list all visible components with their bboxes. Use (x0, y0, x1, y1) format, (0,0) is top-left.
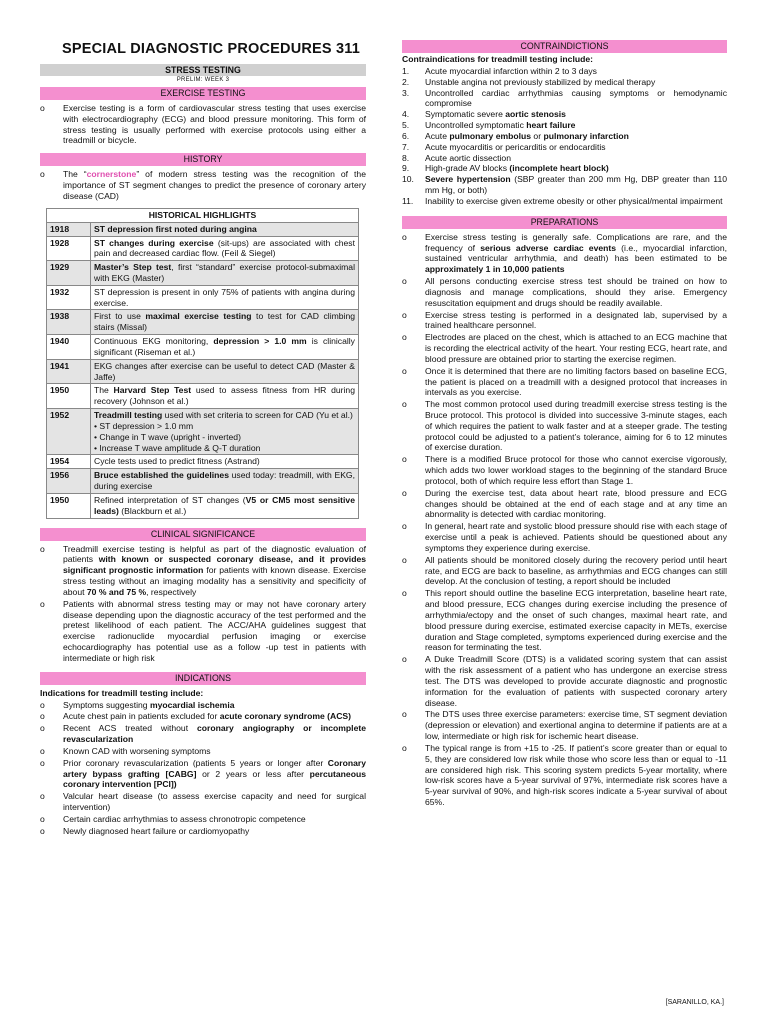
table-row (47, 310, 359, 335)
historical-highlights-table (46, 208, 359, 519)
item-text: Acute myocarditis or pericarditis or endocarditis (425, 141, 606, 152)
item-number: 8. (402, 152, 410, 163)
event-cell: ST changes during exercise (sit-ups) are associated with chest pain and decreased cardiac flow. (Feil & Siegel) (91, 236, 359, 261)
list-item: o All patients should be monitored closely during the recovery period until heart rate, and ECG are back to baseline, as arrhythmias and ECG changes can still develop. At the conclusion of testing, a report should be included (402, 555, 727, 587)
event-cell: ST depression first noted during angina (91, 222, 359, 236)
list-item: o Certain cardiac arrhythmias to assess chronotropic competence (40, 814, 366, 825)
list-item (402, 88, 727, 110)
table-row (47, 469, 359, 494)
indications-header: INDICATIONS (40, 672, 366, 685)
indications-label: Indications for treadmill testing include: (40, 687, 204, 698)
list-item: o During the exercise test, data about heart rate, blood pressure and ECG changes should be obtained at the end of each stage and at any time an abnormality is detected with cardiac monitoring. (402, 488, 727, 520)
list-item: o The typical range is from +15 to -25. If patient’s score greater than or equal to 5, they are considered low risk while those who score less than or equal to -11 are considered high risk. This scoring system predicts 5-year mortality, where low-risk scores have a 5-year survival of 97%, intermediate risk scores have a 5-year survival of 90%, and high-risk scores indicate a 5-year survival of about 65%. (402, 743, 727, 808)
list-item (402, 142, 727, 153)
left-column (40, 0, 366, 838)
list-item: o Electrodes are placed on the chest, which is attached to an ECG machine that is recording the electrical activity of the heart. Your resting ECG, heart rate, and blood pressure are obtained prior to starting the exercise regimen. (402, 332, 727, 364)
list-item: o The DTS uses three exercise parameters: exercise time, ST segment deviation (depression or elevation) and exertional angina to determine if patients are at a low, intermediate or high risk for ischemic heart disease. (402, 709, 727, 741)
item-number: 2. (402, 76, 410, 87)
table-row (47, 222, 359, 236)
list-item: o In general, heart rate and systolic blood pressure should rise with each stage of exercise until a peak is achieved. Patients should be questioned about any symptoms they experience during exercise. (402, 521, 727, 553)
year-cell: 1918 (47, 222, 91, 236)
event-cell: Continuous EKG monitoring, depression > 1.0 mm is clinically significant (Riseman et al.) (91, 335, 359, 360)
table-row (47, 285, 359, 310)
exercise-testing-list (40, 103, 366, 146)
event-cell: First to use maximal exercise testing to test for CAD climbing stairs (Missal) (91, 310, 359, 335)
table-row (47, 335, 359, 360)
year-cell: 1928 (47, 236, 91, 261)
list-item: o This report should outline the baseline ECG interpretation, baseline heart rate, and blood pressure, ECG changes during exercise including the presence of arrhythmia/ectopy and the onset of such changes, maximal heart rate, and blood pressure during exercise, estimated exercise capacity in METs, exercise duration and Stage completed, symptoms experienced during exercise and the reason for terminating the test. (402, 588, 727, 653)
list-item: o Exercise stress testing is performed in a designated lab, supervised by a trained healthcare personnel. (402, 310, 727, 332)
preparations-list (402, 232, 727, 808)
event-cell: EKG changes after exercise can be useful to detect CAD (Master & Jaffe) (91, 359, 359, 384)
item-number: 4. (402, 109, 410, 120)
year-cell: 1950 (47, 384, 91, 409)
list-item: o Prior coronary revascularization (patients 5 years or longer after Coronary artery bypass grafting [CABG] or 2 years or less after percutaneous coronary intervention [PCI]) (40, 758, 366, 790)
table-row (47, 384, 359, 409)
list-item (402, 77, 727, 88)
event-cell: Bruce established the guidelines used today: treadmill, with EKG, during exercise (91, 469, 359, 494)
event-cell: Cycle tests used to predict fitness (Astrand) (91, 455, 359, 469)
item-text: Uncontrolled cardiac arrhythmias causing symptoms or hemodynamic compromise (425, 87, 727, 109)
year-cell: 1956 (47, 469, 91, 494)
list-item (402, 163, 727, 174)
event-cell: The Harvard Step Test used to assess fitness from HR during recovery (Johnson et al.) (91, 384, 359, 409)
list-item (402, 66, 727, 77)
event-cell: ST depression is present in only 75% of patients with angina during exercise. (91, 285, 359, 310)
event-cell: Treadmill testing used with set criteria to screen for CAD (Yu et al.) • ST depression > 1.0 mm • Change in T wave (upright - inverted) • Increase T wave amplitude & Q-T duration (91, 409, 359, 455)
event-cell: Refined interpretation of ST changes (V5 or CM5 most sensitive leads) (Blackburn et al.) (91, 493, 359, 518)
contraindications-label: Contraindications for treadmill testing include: (402, 54, 593, 65)
author-footer: [SARANILLO, KA.] (665, 999, 724, 1006)
year-cell: 1941 (47, 359, 91, 384)
list-item: o Exercise testing is a form of cardiovascular stress testing that uses exercise with electrocardiography (ECG) and blood pressure monitoring. This form of stress testing is usually performed with exercise protocols using either a treadmill or bicycle. (40, 103, 366, 146)
table-row (47, 493, 359, 518)
list-item (402, 153, 727, 164)
item-number: 6. (402, 130, 410, 141)
list-item: o The most common protocol used during treadmill exercise stress testing is the Bruce protocol. This protocol is divided into successive 3-minute stages, each of which requires the patient to walk faster and at a steeper grade. The testing protocol could be adjusted to a patient’s tolerance, aiming for 6 to 12 minutes of exercise duration. (402, 399, 727, 453)
table-row (47, 409, 359, 455)
year-cell: 1950 (47, 493, 91, 518)
year-cell: 1954 (47, 455, 91, 469)
item-number: 11. (402, 195, 414, 206)
list-item: o Recent ACS treated without coronary angiography or incomplete revascularization (40, 723, 366, 745)
event-cell: Master’s Step test, first “standard” exercise protocol-submaximal with EKG (Master) (91, 261, 359, 286)
table-row (47, 359, 359, 384)
item-number: 3. (402, 87, 410, 98)
right-column (402, 0, 727, 809)
item-text: Unstable angina not previously stabilized by medical therapy (425, 76, 656, 87)
year-cell: 1932 (47, 285, 91, 310)
item-text: Inability to exercise given extreme obesity or other physical/mental impairment (425, 195, 723, 206)
item-text: Acute myocardial infarction within 2 to 3 days (425, 65, 597, 76)
contraindications-list (402, 66, 727, 207)
list-item: o Treadmill exercise testing is helpful as part of the diagnostic evaluation of patients with known or suspected coronary disease, and it provides significant prognostic information for patients with known disease. Exercise stress testing without an imaging modality has a sensitivity and specificity of about 70 % and 75 %, respectively (40, 544, 366, 598)
history-text-pre: The “ (63, 169, 87, 180)
item-number: 9. (402, 163, 410, 174)
cornerstone-highlight: cornerstone (86, 169, 137, 180)
year-cell: 1938 (47, 310, 91, 335)
subtitle-bar: STRESS TESTING (40, 64, 366, 76)
table-header: HISTORICAL HIGHLIGHTS (47, 208, 359, 222)
item-text: Severe hypertension (SBP greater than 200 mm Hg, DBP greater than 110 mm Hg, or both) (425, 174, 727, 196)
item-number: 1. (402, 65, 410, 76)
item-text: High-grade AV blocks (incomplete heart block) (425, 163, 609, 174)
list-item (402, 174, 727, 196)
table-body (47, 222, 359, 518)
contraindications-header: CONTRAINDICTIONS (402, 40, 727, 53)
list-item (40, 169, 366, 201)
item-number: 10. (402, 174, 414, 185)
year-cell: 1940 (47, 335, 91, 360)
clinical-significance-header: CLINICAL SIGNIFICANCE (40, 528, 366, 541)
list-item: o Exercise stress testing is generally safe. Complications are rare, and the frequency of serious adverse cardiac events (i.e., myocardial infarction, sustained ventricular arrhythmia, and death) has been estimated to be approximately 1 in 10,000 patients (402, 232, 727, 275)
list-item: o Patients with abnormal stress testing may or may not have coronary artery disease depending upon the diagnostic accuracy of the test performed and the pretest likelihood of each patient. The ACC/AHA guidelines suggest that exercise radionuclide myocardial perfusion imaging or exercise echocardiography has potential use as a follow -up test in patients with intermediate or high risk (40, 599, 366, 664)
list-item: o Known CAD with worsening symptoms (40, 746, 366, 757)
year-cell: 1952 (47, 409, 91, 455)
preparations-header: PREPARATIONS (402, 216, 727, 229)
item-number: 7. (402, 141, 410, 152)
history-text-post: ” of modern stress testing was the recognition of the importance of ST segment changes to predict the presence of coronary artery disease (CAD) (63, 169, 366, 202)
item-text: Acute pulmonary embolus or pulmonary infarction (425, 130, 629, 141)
table-row (47, 455, 359, 469)
list-item: o Newly diagnosed heart failure or cardiomyopathy (40, 826, 366, 837)
list-item (402, 196, 727, 207)
item-text: Symptomatic severe aortic stenosis (425, 109, 566, 120)
item-text: Acute aortic dissection (425, 152, 511, 163)
page-title: SPECIAL DIAGNOSTIC PROCEDURES 311 (62, 41, 361, 57)
list-item: o Once it is determined that there are no limiting factors based on baseline ECG, the patient is placed on a treadmill with a designed protocol that increases in intervals as you exercise. (402, 366, 727, 398)
table-row (47, 236, 359, 261)
list-item: o Symptoms suggesting myocardial ischemia (40, 700, 366, 711)
list-item: o A Duke Treadmill Score (DTS) is a validated scoring system that can assist with the risk assessment of a patient who has undergone an exercise stress test. The DTS was developed to provide accurate diagnostic and prognostic information for the evaluation of patients with suspected coronary artery disease. (402, 654, 727, 708)
list-item (402, 131, 727, 142)
exercise-testing-header: EXERCISE TESTING (40, 87, 366, 100)
clinical-significance-list (40, 544, 366, 664)
history-list (40, 169, 366, 201)
history-header: HISTORY (40, 153, 366, 166)
item-text: Uncontrolled symptomatic heart failure (425, 120, 576, 131)
table-row (47, 261, 359, 286)
list-item: o Acute chest pain in patients excluded for acute coronary syndrome (ACS) (40, 711, 366, 722)
list-item: o All persons conducting exercise stress test should be trained on how to diagnosis and manage complications, should they arise. Emergency resuscitation equipment and drugs should be readily available. (402, 276, 727, 308)
year-cell: 1929 (47, 261, 91, 286)
list-item: o Valcular heart disease (to assess exercise capacity and need for surgical intervention) (40, 791, 366, 813)
indications-list (40, 700, 366, 837)
list-item (402, 120, 727, 131)
list-item: o There is a modified Bruce protocol for those who cannot exercise vigorously, which adds two lower workload stages to the beginning of the standard Bruce protocol, both of which require less effort than Stage 1. (402, 454, 727, 486)
item-number: 5. (402, 120, 410, 131)
list-item (402, 109, 727, 120)
prelim-label: PRELIM: WEEK 3 (176, 77, 230, 84)
